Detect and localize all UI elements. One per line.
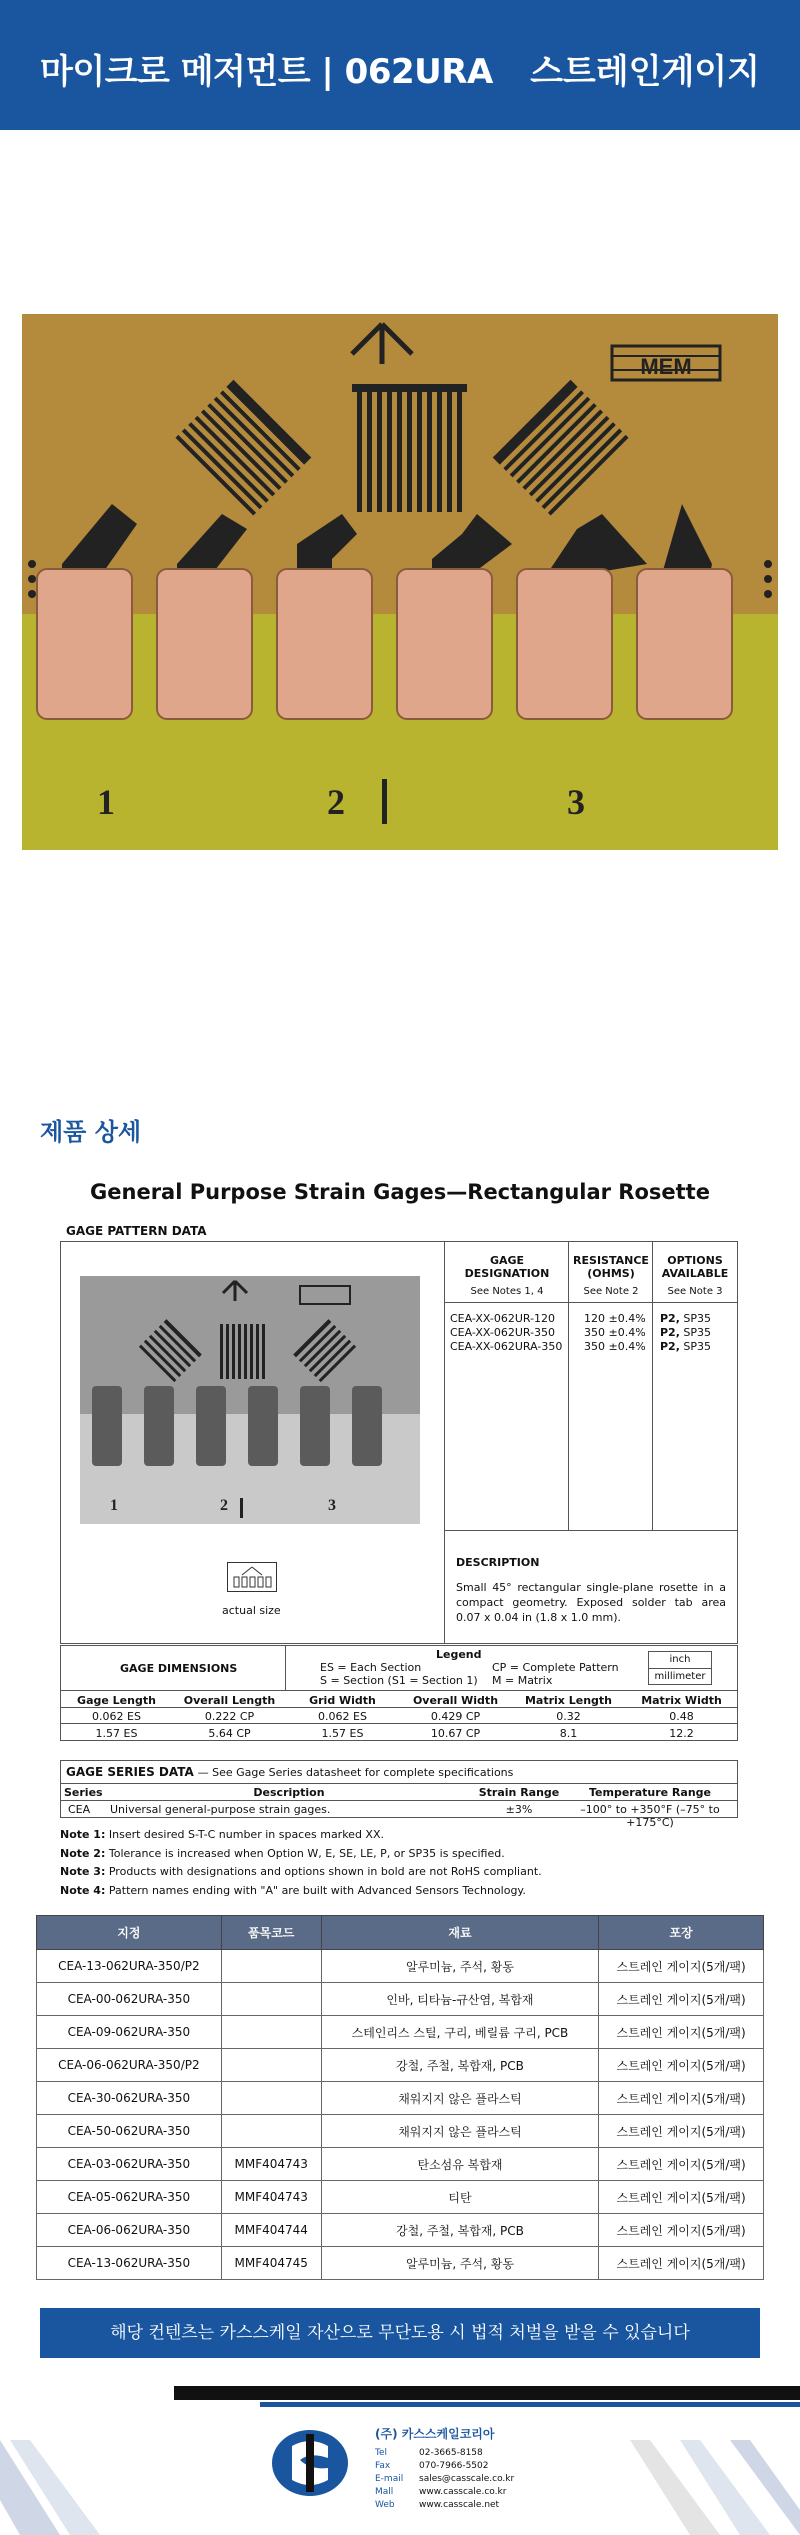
- spec-table: [36, 1915, 764, 2280]
- legend-line: M = Matrix: [492, 1674, 553, 1687]
- row-divider: [60, 1690, 738, 1691]
- footer-divider: [174, 2386, 800, 2400]
- product-photo: [22, 314, 778, 850]
- contact-fax: Fax 070-7966-5502: [375, 2461, 489, 2471]
- series-col: Strain Range: [478, 1786, 560, 1799]
- grid-center: [352, 384, 467, 512]
- gage-series-note: — See Gage Series datasheet for complete specifications: [197, 1766, 514, 1779]
- series-cell: –100° to +350°F (–75° to +175°C): [580, 1803, 720, 1829]
- resistance-list: 120 ±0.4% 350 ±0.4% 350 ±0.4%: [584, 1312, 646, 1353]
- company-name: (주) 카스스케일코리아: [375, 2427, 495, 2441]
- row-divider: [60, 1723, 738, 1724]
- unit-mm: millimeter: [654, 1671, 706, 1682]
- series-cell: CEA: [68, 1803, 91, 1816]
- actual-size-label: actual size: [222, 1604, 281, 1617]
- row-divider: [60, 1800, 738, 1801]
- designation-note: See Notes 1, 4: [470, 1286, 544, 1297]
- gage-series-header-line: [66, 1765, 513, 1779]
- contact-mall: Mall www.casscale.co.kr: [375, 2487, 507, 2497]
- legend-line: S = Section (S1 = Section 1): [320, 1674, 478, 1687]
- table-row: CEA-00-062URA-350 인바, 티타늄-규산염, 복합재 스트레인 게이지(5개/팩): [37, 1983, 764, 2016]
- note-item: Note 1: Insert desired S-T-C number in spaces marked XX.: [60, 1828, 385, 1841]
- cas-logo-icon: [270, 2428, 350, 2498]
- datasheet-title: General Purpose Strain Gages—Rectangular Rosette: [90, 1180, 710, 1204]
- actual-size-icon-graphic: [228, 1563, 276, 1591]
- series-col: Description: [253, 1786, 325, 1799]
- tab-number-3: 3: [567, 782, 585, 822]
- gage-series-header: GAGE SERIES DATA: [66, 1765, 194, 1779]
- note-item: Note 3: Products with designations and options shown in bold are not RoHS compliant.: [60, 1865, 542, 1878]
- spec-header-cell: 품목코드: [221, 1916, 321, 1950]
- pattern-photo-illustration: [80, 1276, 420, 1524]
- legend-line: CP = Complete Pattern: [492, 1661, 619, 1674]
- section-title: 제품 상세: [40, 1118, 142, 1146]
- row-divider: [444, 1302, 738, 1303]
- contact-email: E-mail sales@casscale.co.kr: [375, 2474, 515, 2484]
- table-row: CEA-30-062URA-350 채워지지 않은 플라스틱 스트레인 게이지(5개/팩): [37, 2082, 764, 2115]
- table-row: CEA-06-062URA-350/P2 강철, 주철, 복합재, PCB 스트레인 게이지(5개/팩): [37, 2049, 764, 2082]
- description-text: Small 45° rectangular single-plane rosette in a compact geometry. Exposed solder tab area 0.07 x 0.04 in (1.8 x 1.0 mm).: [456, 1581, 726, 1624]
- svg-text:1: 1: [110, 1497, 118, 1514]
- note-item: Note 4: Pattern names ending with "A" are built with Advanced Sensors Technology.: [60, 1883, 526, 1897]
- column-divider: [285, 1645, 286, 1690]
- designation-list: CEA-XX-062UR-120 CEA-XX-062UR-350 CEA-XX-062URA-350: [450, 1312, 563, 1353]
- tab-number-1: 1: [97, 782, 115, 822]
- gage-pattern-header: GAGE PATTERN DATA: [66, 1224, 207, 1238]
- orientation-mark: [352, 324, 412, 364]
- pattern-photo: [80, 1276, 420, 1524]
- options-note: See Note 3: [667, 1286, 723, 1297]
- table-row: CEA-09-062URA-350 스테인리스 스틸, 구리, 베릴륨 구리, PCB 스트레인 게이지(5개/팩): [37, 2016, 764, 2049]
- column-divider: [568, 1242, 569, 1530]
- row-divider: [60, 1707, 738, 1708]
- column-divider: [652, 1242, 653, 1530]
- grid-left: [175, 380, 311, 516]
- legend-line: ES = Each Section: [320, 1661, 422, 1674]
- copyright-notice: 해당 컨텐츠는 카스스케일 자산으로 무단도용 시 법적 처벌을 받을 수 있습니다: [40, 2308, 760, 2358]
- page-title: 마이크로 메저먼트 | 062URA: [40, 52, 493, 92]
- page-header: [0, 0, 800, 130]
- series-col: Temperature Range: [588, 1786, 711, 1799]
- row-divider: [60, 1783, 738, 1784]
- series-col: Series: [64, 1786, 103, 1799]
- page-subtitle: 스트레인게이지: [530, 52, 760, 92]
- strain-gage-illustration: [22, 314, 778, 850]
- table-row: CEA-05-062URA-350 MMF404743 티탄 스트레인 게이지(5개/팩): [37, 2181, 764, 2214]
- legend-title: Legend: [436, 1648, 482, 1661]
- resistance-note: See Note 2: [583, 1286, 639, 1297]
- spec-header-cell: 포장: [599, 1916, 764, 1950]
- svg-text:2: 2: [220, 1497, 228, 1514]
- notes: [60, 1826, 542, 1900]
- spec-header-cell: 지정: [37, 1916, 222, 1950]
- series-cell: ±3%: [505, 1803, 533, 1816]
- description-header: DESCRIPTION: [456, 1556, 540, 1569]
- contact-block: [375, 2428, 514, 2512]
- dims-header: GAGE DIMENSIONS: [120, 1662, 238, 1675]
- mem-logo-text: MEM: [640, 354, 692, 379]
- gage-pattern-header-bar: [60, 1220, 738, 1242]
- solder-tabs: [37, 569, 732, 719]
- actual-size-icon: [227, 1562, 277, 1592]
- designation-header: GAGE DESIGNATION: [464, 1254, 550, 1280]
- unit-inch: inch: [669, 1654, 691, 1665]
- unit-box: [648, 1651, 712, 1685]
- note-item: Note 2: Tolerance is increased when Option W, E, SE, LE, P, or SP35 is specified.: [60, 1846, 505, 1860]
- grid-right: [493, 380, 629, 516]
- series-cell: Universal general-purpose strain gages.: [110, 1803, 331, 1816]
- row-divider: [444, 1530, 738, 1531]
- spec-table-header-row: [37, 1916, 764, 1950]
- table-row: CEA-13-062URA-350/P2 알루미늄, 주석, 황동 스트레인 게이지(5개/팩): [37, 1950, 764, 1983]
- options-header: OPTIONS AVAILABLE: [661, 1254, 729, 1280]
- resistance-header: RESISTANCE (OHMS): [573, 1254, 649, 1280]
- spec-header-cell: 재료: [321, 1916, 599, 1950]
- table-row: CEA-13-062URA-350 MMF404745 알루미늄, 주석, 황동 스트레인 게이지(5개/팩): [37, 2247, 764, 2280]
- contact-tel: Tel 02-3665-8158: [375, 2448, 483, 2458]
- tab-number-2: 2: [327, 782, 345, 822]
- table-row: CEA-50-062URA-350 채워지지 않은 플라스틱 스트레인 게이지(5개/팩): [37, 2115, 764, 2148]
- svg-text:3: 3: [328, 1497, 336, 1514]
- contact-web: Web www.casscale.net: [375, 2500, 500, 2510]
- table-row: CEA-03-062URA-350 MMF404743 탄소섬유 복합재 스트레인 게이지(5개/팩): [37, 2148, 764, 2181]
- options-list: P2, SP35 P2, SP35 P2, SP35: [660, 1312, 712, 1353]
- table-row: CEA-06-062URA-350 MMF404744 강철, 주철, 복합재, PCB 스트레인 게이지(5개/팩): [37, 2214, 764, 2247]
